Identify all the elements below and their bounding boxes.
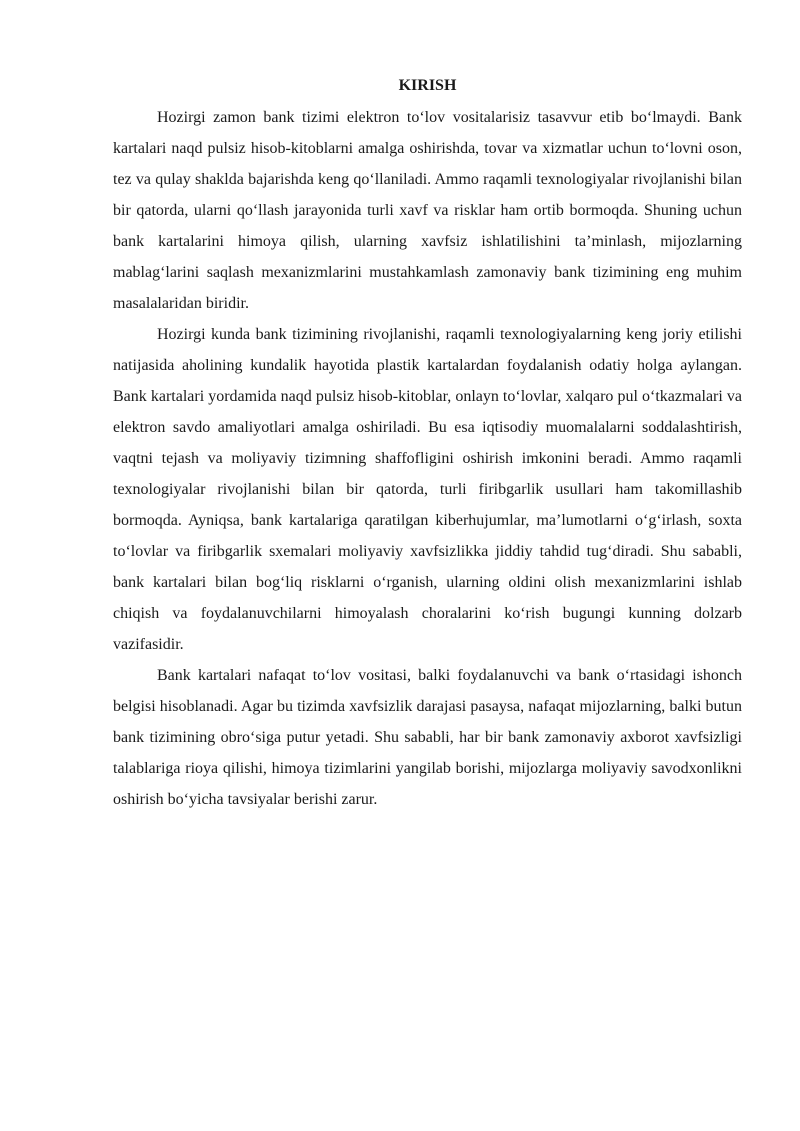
paragraph-3: Bank kartalari nafaqat to‘lov vositasi, balki foydalanuvchi va bank o‘rtasidagi ishonch belgisi hisoblanadi. Agar bu tizimda xavfsizlik darajasi pasaysa, nafaqat mijozlarning, balki butun bank tizimining obro‘siga putur yetadi. Shu sababli, har bir bank zamonaviy axborot xavfsizligi talablariga rioya qilishi, himoya tizimlarini yangilab borishi, mijozlarga moliyaviy savodxonlikni oshirish bo‘yicha tavsiyalar berishi zarur. — [113, 667, 742, 808]
paragraph-1: Hozirgi zamon bank tizimi elektron to‘lov vositalarisiz tasavvur etib bo‘lmaydi. Bank kartalari naqd pulsiz hisob-kitoblarni amalga oshirishda, tovar va xizmatlar uchun to‘lovni oson, tez va qulay shaklda bajarishda keng qo‘llaniladi. Ammo raqamli texnologiyalar rivojlanishi bilan bir qatorda, ularni qo‘llash jarayonida turli xavf va risklar ham ortib bormoqda. Shuning uchun bank kartalarini himoya qilish, ularning xavfsiz ishlatilishini ta’minlash, mijozlarning mablag‘larini saqlash mexanizmlarini mustahkamlash zamonaviy bank tizimining eng muhim masalalaridan biridir. — [113, 109, 742, 312]
paragraph-2: Hozirgi kunda bank tizimining rivojlanishi, raqamli texnologiyalarning keng joriy etilishi natijasida aholining kundalik hayotida plastik kartalardan foydalanish odatiy holga aylangan. Bank kartalari yordamida naqd pulsiz hisob-kitoblar, onlayn to‘lovlar, xalqaro pul o‘tkazmalari va elektron savdo amaliyotlari amalga oshiriladi. Bu esa iqtisodiy muomalalarni soddalashtirish, vaqtni tejash va moliyaviy tizimning shaffofligini oshirish imkonini beradi. Ammo raqamli texnologiyalar rivojlanishi bilan bir qatorda, turli firibgarlik usullari ham takomillashib bormoqda. Ayniqsa, bank kartalariga qaratilgan kiberhujumlar, ma’lumotlarni o‘g‘irlash, soxta to‘lovlar va firibgarlik sxemalari moliyaviy xavfsizlikka jiddiy tahdid tug‘diradi. Shu sababli, bank kartalari bilan bog‘liq risklarni o‘rganish, ularning oldini olish mexanizmlarini ishlab chiqish va foydalanuvchilarni himoyalash choralarini ko‘rish bugungi kunning dolzarb vazifasidir. — [113, 326, 742, 653]
section-title: KIRISH — [398, 77, 457, 94]
document-page — [113, 70, 742, 815]
